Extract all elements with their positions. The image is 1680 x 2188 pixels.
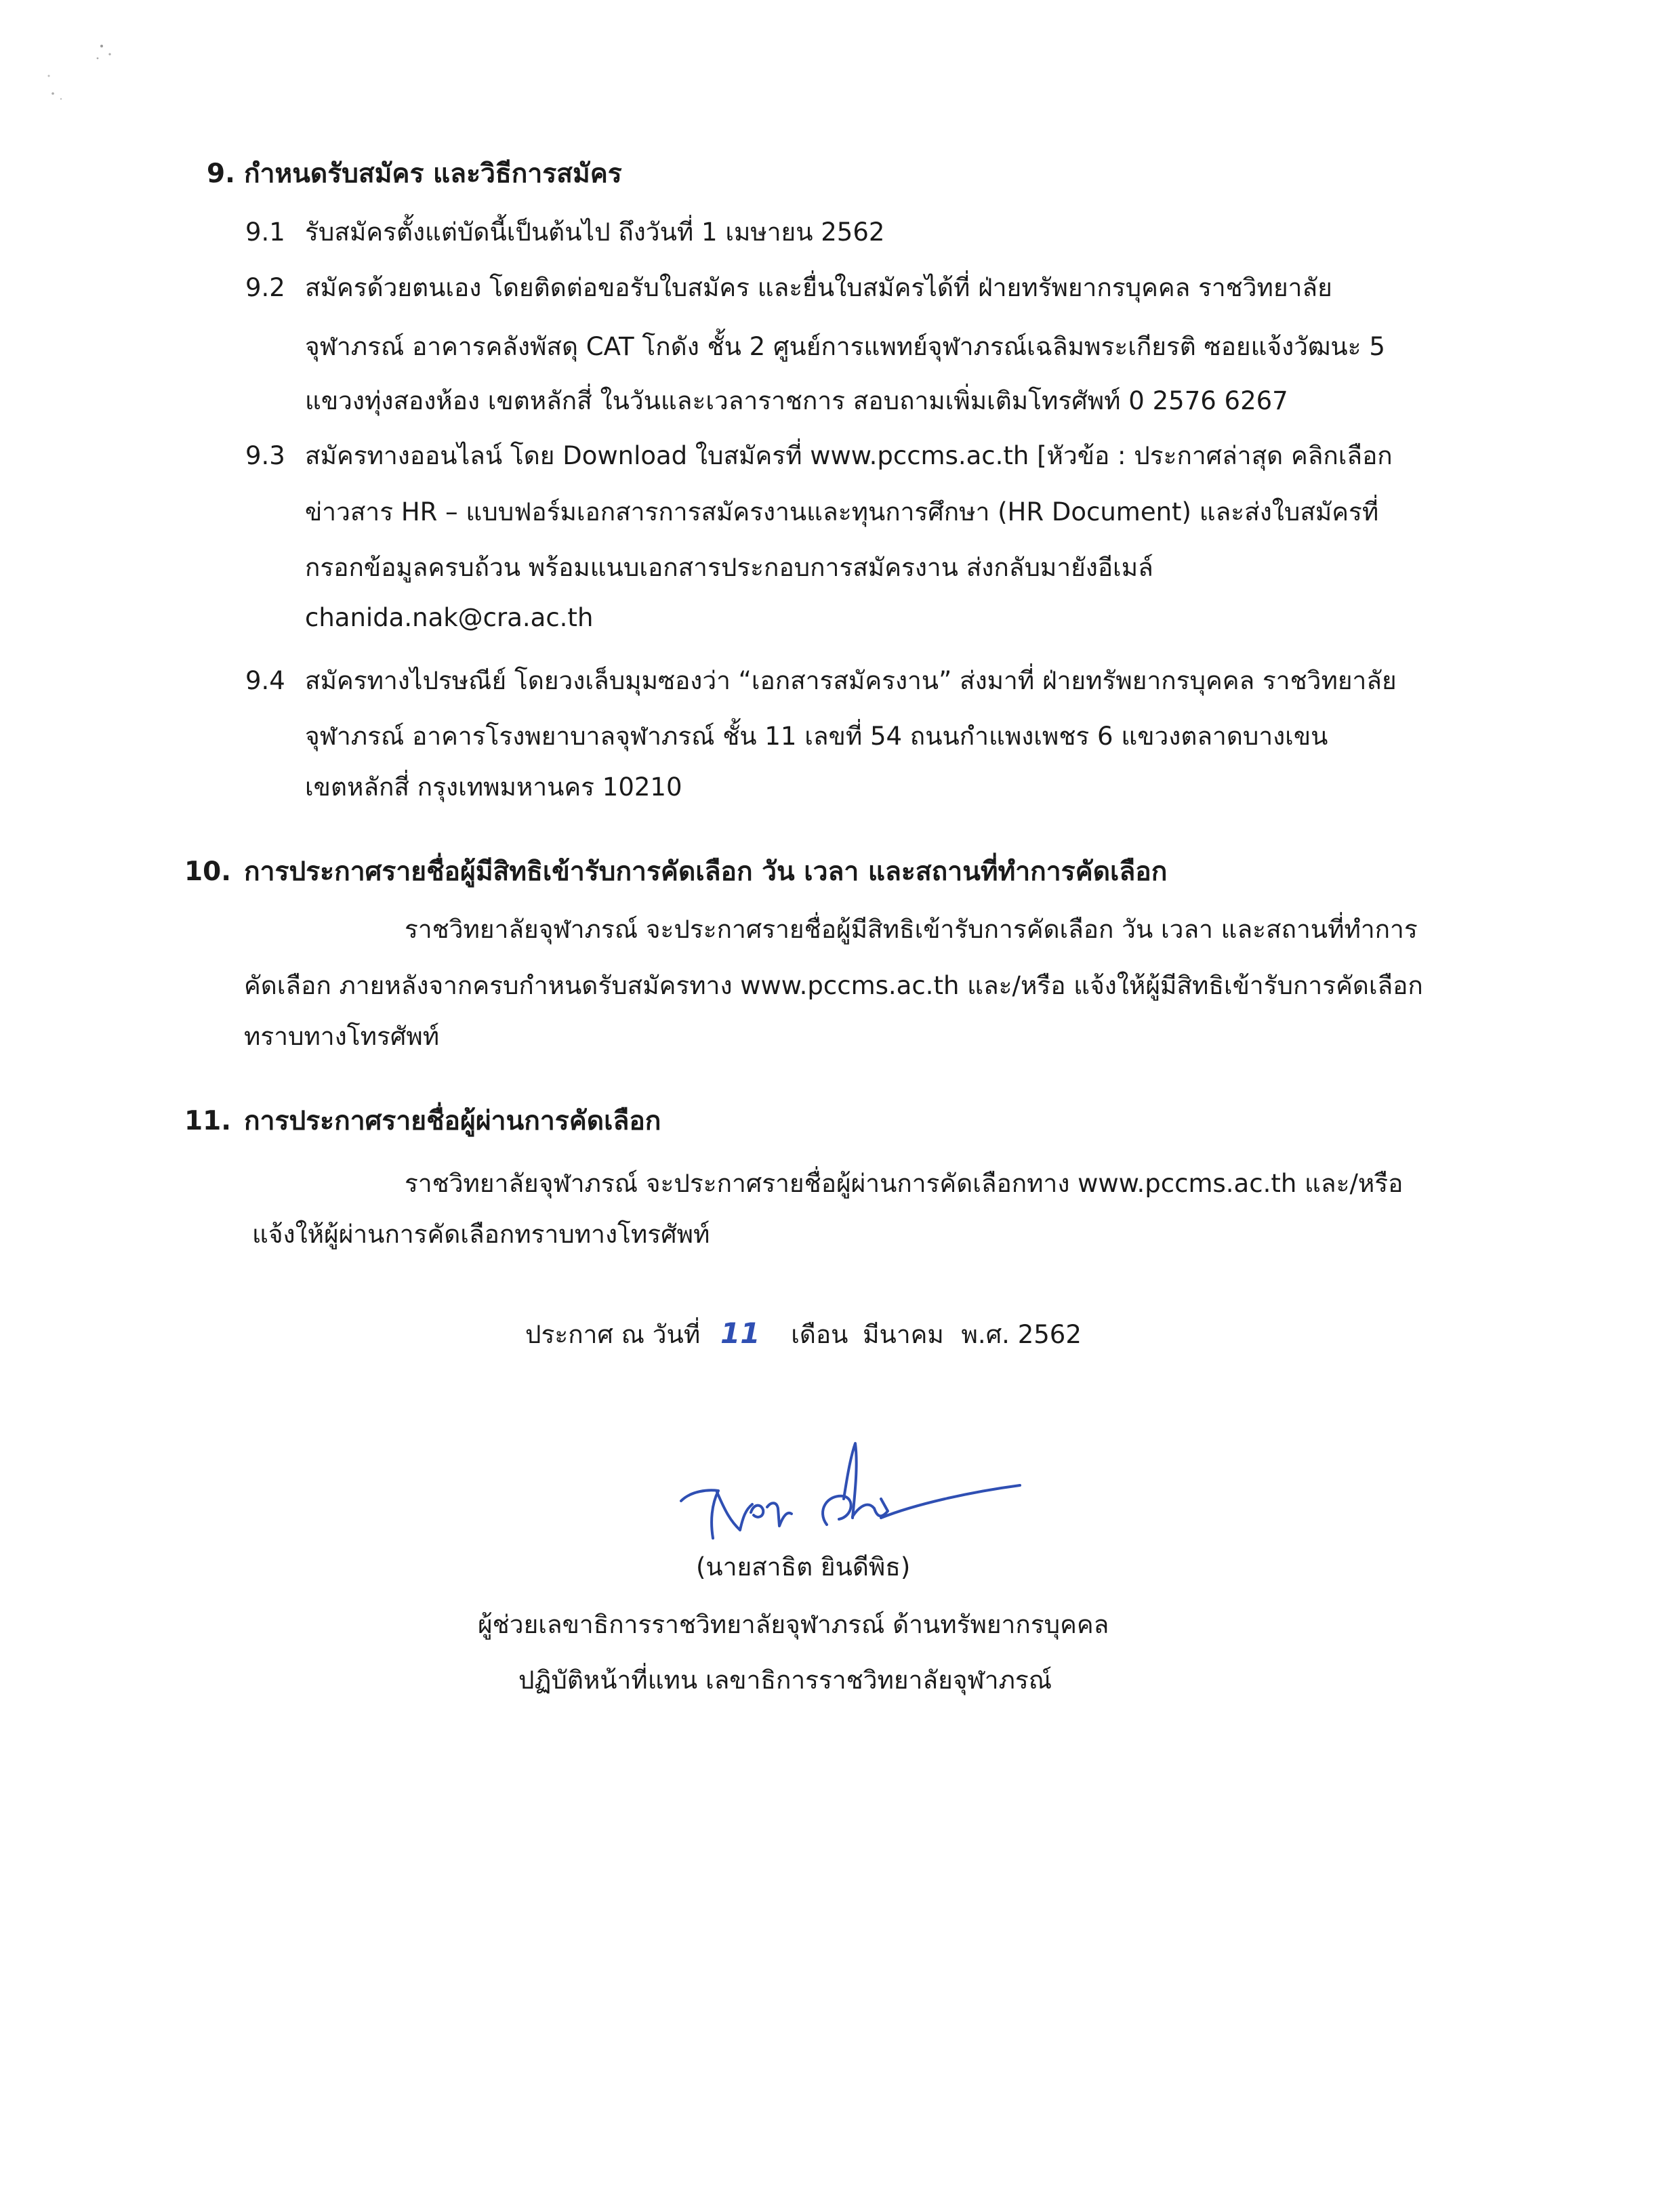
item-9-4-line-1: สมัครทางไปรษณีย์ โดยวงเล็บมุมซองว่า “เอกสารสมัครงาน” ส่งมาที่ ฝ่ายทรัพยากรบุคคล ราชวิทยาลัย: [305, 666, 1397, 695]
signatory-position-2: ปฏิบัติหน้าที่แทน เลขาธิการราชวิทยาลัยจุฬาภรณ์: [518, 1666, 1052, 1695]
section-11-line-2: แจ้งให้ผู้ผ่านการคัดเลือกทราบทางโทรศัพท์: [252, 1220, 710, 1249]
announcement-month: มีนาคม: [863, 1320, 944, 1349]
section-10-number: 10.: [184, 856, 232, 887]
item-9-2-line-3: แขวงทุ่งสองห้อง เขตหลักสี่ ในวันและเวลาราชการ สอบถามเพิ่มเติมโทรศัพท์ 0 2576 6267: [305, 386, 1288, 415]
item-9-3-line-1: สมัครทางออนไลน์ โดย Download ใบสมัครที่ www.pccms.ac.th [หัวข้อ : ประกาศล่าสุด คลิกเลือก: [305, 441, 1393, 470]
signatory-name: (นายสาธิต ยินดีพิธ): [696, 1552, 911, 1582]
section-11-title: การประกาศรายชื่อผู้ผ่านการคัดเลือก: [244, 1106, 661, 1136]
section-10-line-2: คัดเลือก ภายหลังจากครบกำหนดรับสมัครทาง www.pccms.ac.th และ/หรือ แจ้งให้ผู้มีสิทธิเข้ารับการคัดเลือก: [244, 971, 1423, 1000]
item-9-2-line-1: สมัครด้วยตนเอง โดยติดต่อขอรับใบสมัคร และยื่นใบสมัครได้ที่ ฝ่ายทรัพยากรบุคคล ราชวิทยาลัย: [305, 273, 1332, 302]
item-9-3-number: 9.3: [245, 441, 285, 470]
announcement-date: [525, 1317, 1082, 1352]
item-9-4-line-3: เขตหลักสี่ กรุงเทพมหานคร 10210: [305, 772, 682, 802]
item-9-3-line-2: ข่าวสาร HR – แบบฟอร์มเอกสารการสมัครงานและทุนการศึกษา (HR Document) และส่งใบสมัครที่: [305, 497, 1379, 527]
item-9-1-line-1: รับสมัครตั้งแต่บัดนี้เป็นต้นไป ถึงวันที่ 1 เมษายน 2562: [305, 218, 885, 247]
item-9-4-line-2: จุฬาภรณ์ อาคารโรงพยาบาลจุฬาภรณ์ ชั้น 11 เลขที่ 54 ถนนกำแพงเพชร 6 แขวงตลาดบางเขน: [305, 722, 1328, 751]
scan-specks: [34, 34, 129, 115]
handwritten-signature: [678, 1437, 1030, 1552]
item-9-3-line-3: กรอกข้อมูลครบถ้วน พร้อมแนบเอกสารประกอบการสมัครงาน ส่งกลับมายังอีเมล์: [305, 553, 1153, 582]
section-11-number: 11.: [184, 1106, 232, 1136]
item-9-3-line-4: chanida.nak@cra.ac.th: [305, 603, 594, 632]
signatory-position-1: ผู้ช่วยเลขาธิการราชวิทยาลัยจุฬาภรณ์ ด้านทรัพยากรบุคคล: [478, 1610, 1109, 1639]
section-10-line-1: ราชวิทยาลัยจุฬาภรณ์ จะประกาศรายชื่อผู้มีสิทธิเข้ารับการคัดเลือก วัน เวลา และสถานที่ทำการ: [405, 915, 1418, 944]
item-9-4-number: 9.4: [245, 666, 285, 695]
announcement-year: พ.ศ. 2562: [961, 1320, 1082, 1349]
announcement-prefix: ประกาศ ณ วันที่: [525, 1320, 701, 1349]
section-11-line-1: ราชวิทยาลัยจุฬาภรณ์ จะประกาศรายชื่อผู้ผ่านการคัดเลือกทาง www.pccms.ac.th และ/หรือ: [405, 1169, 1404, 1198]
section-9-title: กำหนดรับสมัคร และวิธีการสมัคร: [244, 159, 622, 189]
announcement-day: 11: [720, 1317, 760, 1350]
item-9-2-number: 9.2: [245, 273, 285, 302]
item-9-1-number: 9.1: [245, 218, 285, 247]
section-10-title: การประกาศรายชื่อผู้มีสิทธิเข้ารับการคัดเลือก วัน เวลา และสถานที่ทำการคัดเลือก: [244, 856, 1168, 887]
section-9-number: 9.: [207, 159, 235, 189]
announcement-month-label: เดือน: [791, 1320, 848, 1349]
section-10-line-3: ทราบทางโทรศัพท์: [244, 1022, 440, 1051]
item-9-2-line-2: จุฬาภรณ์ อาคารคลังพัสดุ CAT โกดัง ชั้น 2 ศูนย์การแพทย์จุฬาภรณ์เฉลิมพระเกียรติ ซอยแจ้งวัฒนะ 5: [305, 332, 1385, 361]
